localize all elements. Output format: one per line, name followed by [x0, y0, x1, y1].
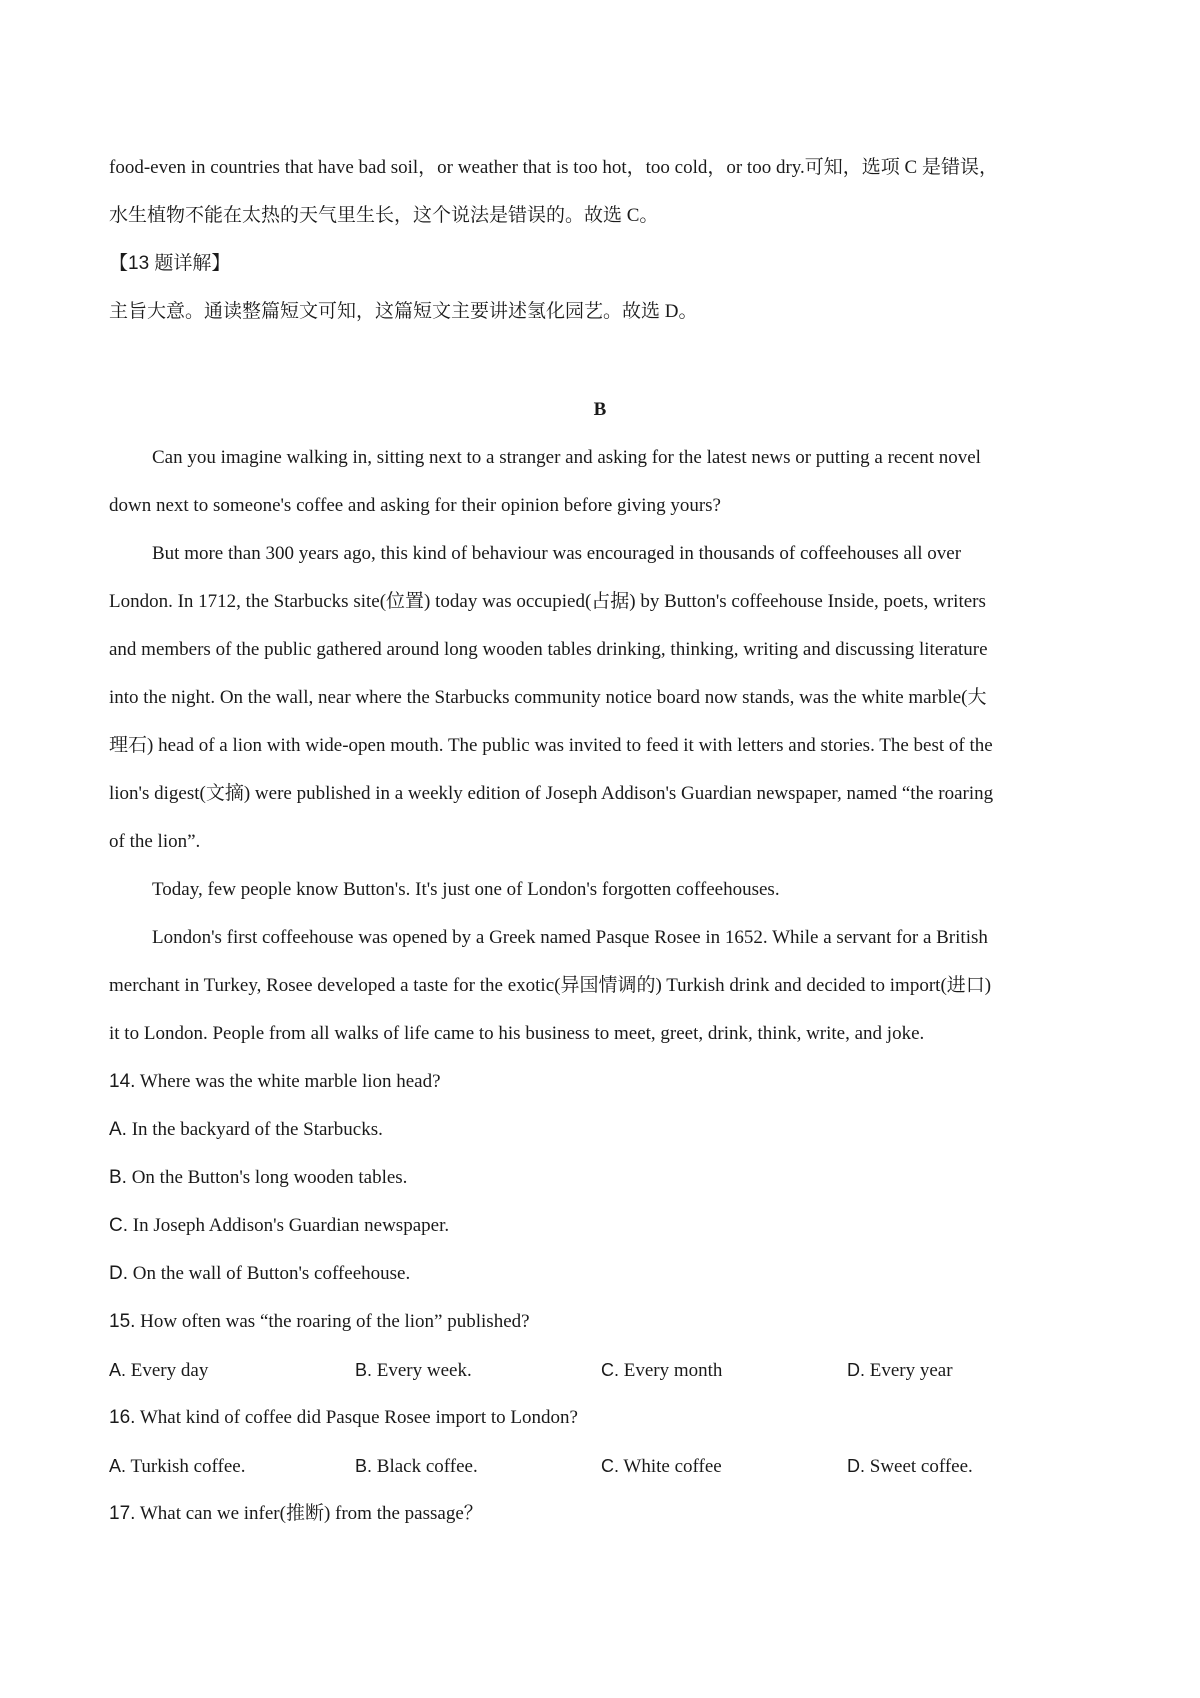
passage-line-1: Can you imagine walking in, sitting next to a stranger and asking for the latest news or putting a recent novel: [152, 447, 981, 468]
passage-line-2: down next to someone's coffee and asking for their opinion before giving yours?: [109, 495, 721, 516]
passage-line-7: 理石) head of a lion with wide-open mouth. The public was invited to feed it with letters and stories. The best of the: [109, 735, 993, 756]
question-14-option-c: C. In Joseph Addison's Guardian newspaper.: [109, 1215, 450, 1236]
passage-line-9: of the lion”.: [109, 831, 201, 852]
passage-line-8: lion's digest(文摘) were published in a weekly edition of Joseph Addison's Guardian newspaper, named “the roaring: [109, 783, 994, 804]
question-16-option-b: B. Black coffee.: [355, 1456, 478, 1477]
question-14-option-a: A. In the backyard of the Starbucks.: [109, 1119, 383, 1140]
question-17-text: What can we infer(推断) from the passage？: [139, 1503, 483, 1524]
passage-line-6: into the night. On the wall, near where the Starbucks community notice board now stands, was the white marble(大: [109, 687, 987, 708]
question-15-option-c: C. Every month: [601, 1360, 723, 1381]
question-15-option-d: D. Every year: [847, 1360, 953, 1381]
passage-line-10: Today, few people know Button's. It's just one of London's forgotten coffeehouses.: [152, 879, 780, 900]
question-14-text: Where was the white marble lion head?: [139, 1071, 441, 1092]
question-15-option-b: B. Every week.: [355, 1360, 472, 1381]
passage-line-12: merchant in Turkey, Rosee developed a taste for the exotic(异国情调的) Turkish drink and decided to import(进口): [109, 975, 992, 996]
question-15-number: 15.: [109, 1311, 136, 1332]
analysis-line-2: 水生植物不能在太热的天气里生长，这个说法是错误的。故选 C。: [109, 205, 659, 226]
passage-line-4: London. In 1712, the Starbucks site(位置) today was occupied(占据) by Button's coffeehouse Inside, poets, writers: [109, 591, 986, 612]
analysis-line-1: food-even in countries that have bad soil，or weather that is too hot，too cold，or too dry.可知，选项 C 是错误，: [109, 157, 998, 178]
question-15-text: How often was “the roaring of the lion” published?: [140, 1311, 530, 1332]
question-15: [109, 1308, 1099, 1336]
question-16-text: What kind of coffee did Pasque Rosee import to London?: [139, 1407, 578, 1428]
question-17: [109, 1500, 1099, 1528]
question-16-number: 16.: [109, 1407, 136, 1428]
analysis-line-3: 主旨大意。通读整篇短文可知，这篇短文主要讲述氢化园艺。故选 D。: [109, 301, 698, 322]
question-13-heading: 【13 题详解】: [109, 253, 231, 274]
passage-line-5: and members of the public gathered around long wooden tables drinking, thinking, writing and discussing literature: [109, 639, 988, 660]
question-17-number: 17.: [109, 1503, 136, 1524]
question-14-number: 14.: [109, 1071, 136, 1092]
question-16: [109, 1404, 1099, 1432]
question-14-option-d: D. On the wall of Button's coffeehouse.: [109, 1263, 411, 1284]
section-title: B: [593, 399, 607, 420]
passage-line-11: London's first coffeehouse was opened by a Greek named Pasque Rosee in 1652. While a servant for a British: [152, 927, 988, 948]
question-15-option-a: A. Every day: [109, 1360, 209, 1381]
passage-line-13: it to London. People from all walks of life came to his business to meet, greet, drink, think, write, and joke.: [109, 1023, 925, 1044]
question-16-option-d: D. Sweet coffee.: [847, 1456, 973, 1477]
question-16-option-c: C. White coffee: [601, 1456, 722, 1477]
question-16-option-a: A. Turkish coffee.: [109, 1456, 246, 1477]
question-14: [109, 1068, 1099, 1096]
passage-line-3: But more than 300 years ago, this kind of behaviour was encouraged in thousands of coffeehouses all over: [152, 543, 962, 564]
question-14-option-b: B. On the Button's long wooden tables.: [109, 1167, 408, 1188]
